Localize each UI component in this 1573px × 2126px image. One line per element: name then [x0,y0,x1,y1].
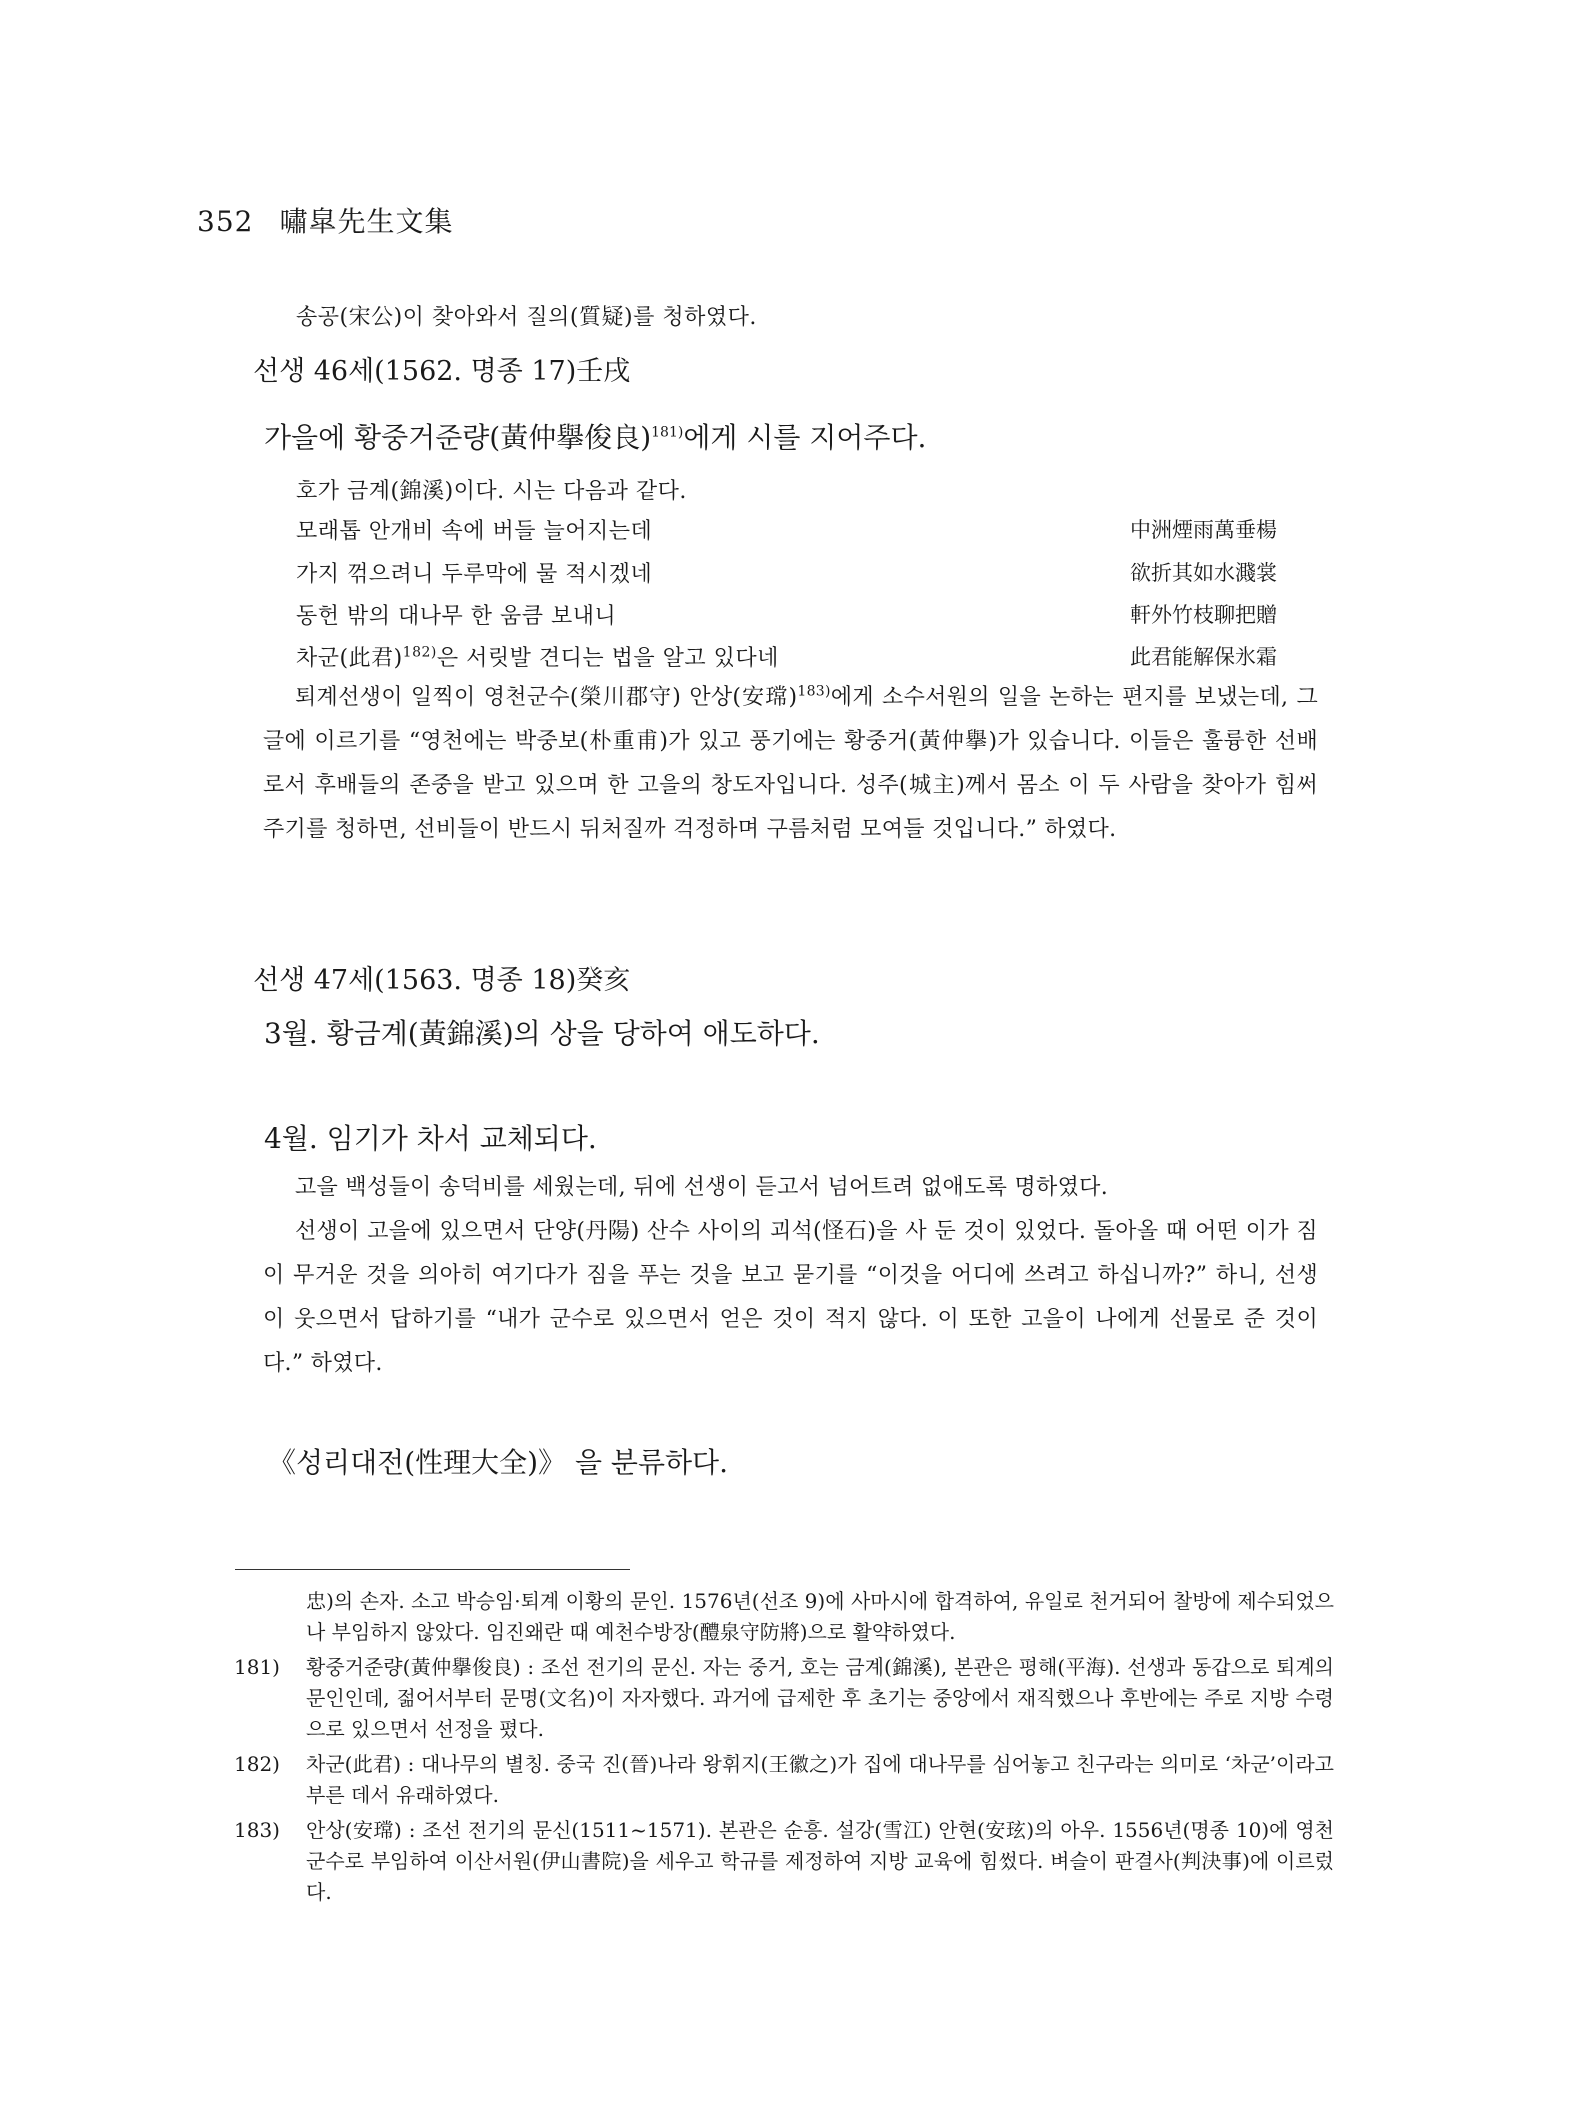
intro-line: 송공(宋公)이 찾아와서 질의(質疑)를 청하였다. [296,305,757,330]
footnote-ref-183: 183) [797,683,831,700]
footnote-divider [235,1569,630,1570]
footnote-continuation: 忠)의 손자. 소고 박승임·퇴계 이황의 문인. 1576년(선조 9)에 사마시에 합격하여, 유일로 천거되어 찰방에 제수되었으나 부임하지 않았다. 임진왜란 때 예천수방장(醴泉守防將)으로 활약하였다. [306,1589,1334,1644]
poem-line-korean: 모래톱 안개비 속에 버들 늘어지는데 [296,519,653,544]
footnote-183 [234,1815,1334,1908]
entry-title-mourning: 3월. 황금계(黃錦溪)의 상을 당하여 애도하다. [264,1017,820,1050]
section-heading-1563: 선생 47세(1563. 명종 18)癸亥 [253,965,631,996]
entry-title-classify: 《성리대전(性理大全)》 을 분류하다. [268,1446,728,1479]
entry-title-term-end: 4월. 임기가 차서 교체되다. [264,1122,597,1155]
footnote-text: 차군(此君) : 대나무의 별칭. 중국 진(晉)나라 왕휘지(王徽之)가 집에 대나무를 심어놓고 친구라는 의미로 ‘차군’이라고 부른 데서 유래하였다. [306,1752,1334,1807]
poem-term: 차군(此君) [296,646,403,671]
footnotes [234,1586,1334,1912]
footnote-number: 182) [234,1752,280,1776]
footnote-ref-182: 182) [402,644,437,661]
running-head [197,200,453,240]
poem-line-chinese: 此君能解保氷霜 [1130,645,1277,669]
paragraph-monument: 고을 백성들이 송덕비를 세웠는데, 뒤에 선생이 듣고서 넘어트려 없애도록 명하였다. [295,1175,1108,1200]
footnote-number: 181) [234,1655,280,1679]
entry-title-text: 가을에 황중거준량(黃仲擧俊良) [264,421,652,454]
entry-title-poem [264,416,926,456]
poem-line-chinese: 軒外竹枝聊把贈 [1130,603,1277,627]
page-number: 352 [197,205,254,238]
poem-line-chinese: 欲折其如水濺裳 [1130,561,1277,585]
paragraph-text: 에게 소수서원의 일을 논하는 편지를 보냈는데, 그 글에 이르기를 “영천에는 박중보(朴重甫)가 있고 풍기에는 황중거(黃仲擧)가 있습니다. 이들은 훌륭한 선배로서 후배들의 존중을 받고 있으며 한 고을의 창도자입니다. 성주(城主)께서 몸소 이 두 사람을 찾아가 힘써주기를 청하면, 선비들이 반드시 뒤처질까 걱정하며 구름처럼 모여들 것입니다.” 하였다. [263,685,1318,842]
poem-line-tail: 은 서릿발 견디는 법을 알고 있다네 [436,646,779,671]
book-title: 嘯皐先生文集 [279,205,454,238]
footnote-text: 황중거준량(黃仲擧俊良) : 조선 전기의 문신. 자는 중거, 호는 금계(錦溪), 본관은 평해(平海). 선생과 동갑으로 퇴계의 문인인데, 젊어서부터 문명(文名)이 자자했다. 과거에 급제한 후 초기는 중앙에서 재직했으나 후반에는 주로 지방 수령으로 있으면서 선정을 폈다. [306,1655,1334,1741]
entry-title-tail: 에게 시를 지어주다. [683,421,927,454]
poem-intro: 호가 금계(錦溪)이다. 시는 다음과 같다. [296,479,687,504]
paragraph-text: 퇴계선생이 일찍이 영천군수(榮川郡守) 안상(安瑺) [295,685,798,710]
poem-line-korean: 동헌 밖의 대나무 한 움큼 보내니 [296,604,617,629]
section-heading-1562: 선생 46세(1562. 명종 17)壬戌 [253,356,631,387]
footnote-text: 안상(安瑺) : 조선 전기의 문신(1511~1571). 본관은 순흥. 설강(雪江) 안현(安玹)의 아우. 1556년(명종 10)에 영천군수로 부임하여 이산서원(伊山書院)을 세우고 학규를 제정하여 지방 교육에 힘썼다. 벼슬이 판결사(判決事)에 이르렀다. [306,1818,1334,1904]
poem-line-korean: 가지 꺾으려니 두루막에 물 적시겠네 [296,562,653,587]
footnote-ref-181: 181) [651,424,684,441]
paragraph-rock: 선생이 고을에 있으면서 단양(丹陽) 산수 사이의 괴석(怪石)을 사 둔 것이 있었다. 돌아올 때 어떤 이가 짐이 무거운 것을 의아히 여기다가 짐을 푸는 것을 보고 묻기를 “이것을 어디에 쓰려고 하십니까?” 하니, 선생이 웃으면서 답하기를 “내가 군수로 있으면서 얻은 것이 적지 않다. 이 또한 고을이 나에게 선물로 준 것이다.” 하였다. [263,1219,1318,1376]
poem-line-korean [296,641,779,672]
poem-line-chinese: 中洲煙雨萬垂楊 [1130,518,1277,542]
footnote-181 [234,1652,1334,1745]
paragraph-toegye-letter [263,676,1318,852]
footnote-number: 183) [234,1818,280,1842]
footnote-182 [234,1749,1334,1811]
